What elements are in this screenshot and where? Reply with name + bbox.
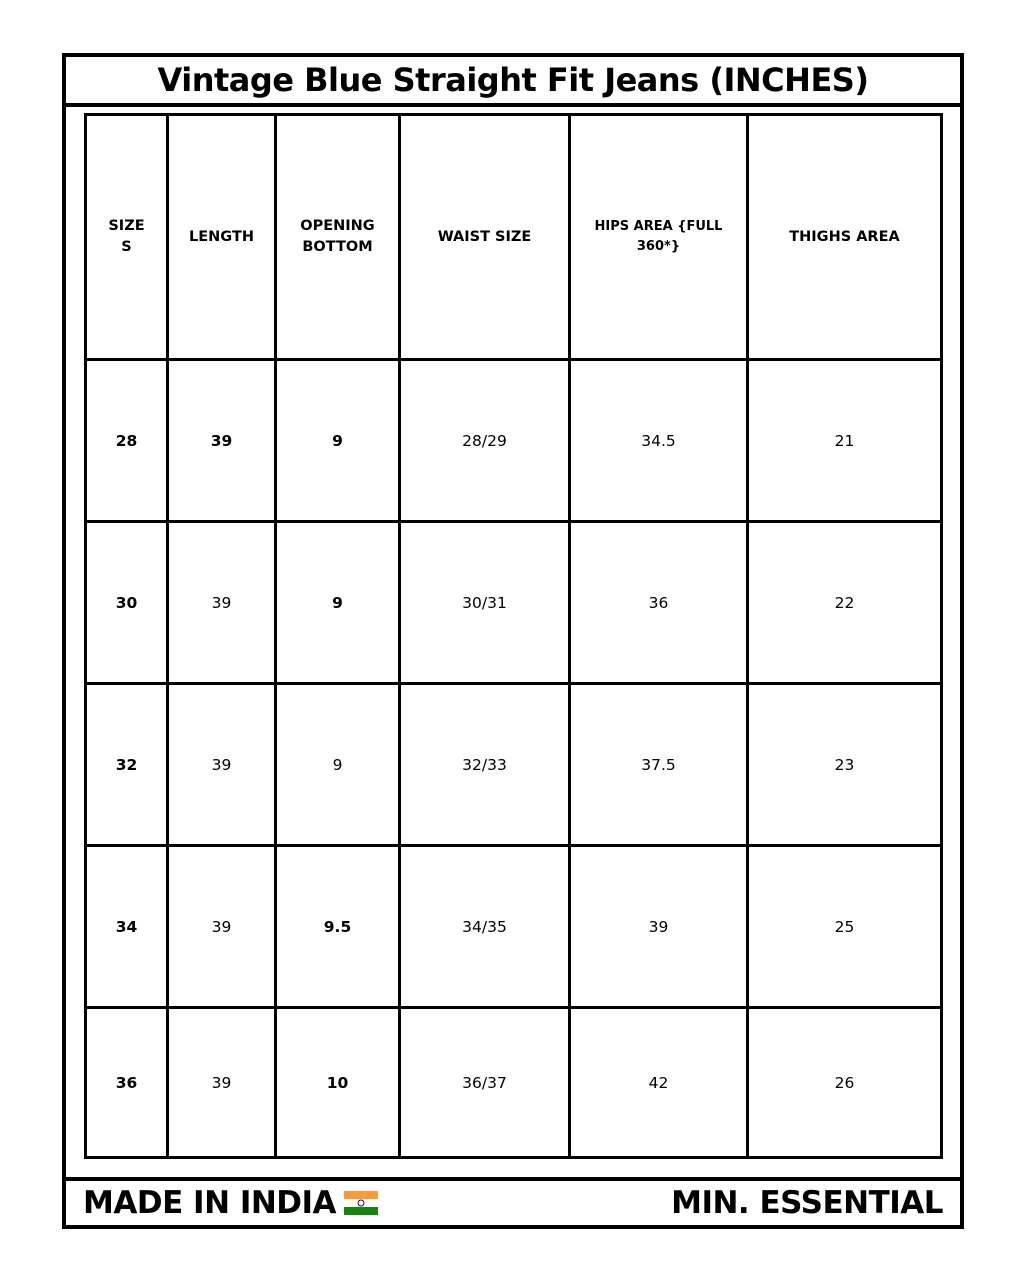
cell-length: 39 [168, 522, 276, 684]
column-header-length [168, 115, 276, 360]
header-line: WAIST SIZE [437, 228, 532, 245]
flag-saffron-band [344, 1191, 378, 1199]
cell-hips-area: 34.5 [570, 360, 748, 522]
cell-size: 36 [86, 1008, 168, 1158]
flag-green-band [344, 1207, 378, 1215]
cell-length: 39 [168, 684, 276, 846]
header-line: BOTTOM [302, 239, 373, 255]
size-chart [62, 53, 964, 1229]
header-line: THIGHS AREA [789, 228, 900, 245]
brand-label: MIN. ESSENTIAL [671, 1185, 943, 1221]
cell-opening-bottom: 9 [276, 360, 400, 522]
cell-length: 39 [168, 1008, 276, 1158]
footer [66, 1177, 960, 1229]
cell-size: 32 [86, 684, 168, 846]
cell-hips-area: 36 [570, 522, 748, 684]
table-row [86, 846, 942, 1008]
cell-thighs-area: 22 [748, 522, 942, 684]
made-in-india-label: MADE IN INDIA [83, 1185, 337, 1221]
cell-hips-area: 39 [570, 846, 748, 1008]
cell-opening-bottom: 9 [276, 684, 400, 846]
table-row [86, 684, 942, 846]
header-line: OPENING [300, 218, 375, 234]
column-header-hips-area [570, 115, 748, 360]
cell-hips-area: 37.5 [570, 684, 748, 846]
cell-size: 28 [86, 360, 168, 522]
column-header-thighs-area [748, 115, 942, 360]
cell-thighs-area: 23 [748, 684, 942, 846]
cell-opening-bottom: 9.5 [276, 846, 400, 1008]
cell-size: 30 [86, 522, 168, 684]
table-header-row [86, 115, 942, 360]
header-line: 360*} [636, 239, 681, 254]
table-row [86, 522, 942, 684]
header-line: SIZE [108, 218, 145, 234]
cell-waist-size: 36/37 [400, 1008, 570, 1158]
india-flag-icon [344, 1191, 378, 1215]
cell-waist-size: 34/35 [400, 846, 570, 1008]
title-bar [66, 57, 960, 107]
page-title: Vintage Blue Straight Fit Jeans (INCHES) [157, 61, 869, 99]
cell-waist-size: 28/29 [400, 360, 570, 522]
column-header-opening-bottom [276, 115, 400, 360]
table-row [86, 1008, 942, 1158]
size-table-wrapper [84, 113, 943, 1159]
cell-waist-size: 32/33 [400, 684, 570, 846]
made-in-label-group [83, 1185, 378, 1221]
cell-hips-area: 42 [570, 1008, 748, 1158]
cell-thighs-area: 25 [748, 846, 942, 1008]
cell-waist-size: 30/31 [400, 522, 570, 684]
cell-length: 39 [168, 360, 276, 522]
header-line: S [121, 239, 132, 255]
size-table [84, 113, 943, 1159]
cell-thighs-area: 26 [748, 1008, 942, 1158]
column-header-waist-size [400, 115, 570, 360]
cell-size: 34 [86, 846, 168, 1008]
cell-length: 39 [168, 846, 276, 1008]
header-line: HIPS AREA {FULL [594, 219, 723, 234]
header-line: LENGTH [189, 228, 254, 245]
cell-thighs-area: 21 [748, 360, 942, 522]
cell-opening-bottom: 9 [276, 522, 400, 684]
table-row [86, 360, 942, 522]
column-header-size [86, 115, 168, 360]
cell-opening-bottom: 10 [276, 1008, 400, 1158]
